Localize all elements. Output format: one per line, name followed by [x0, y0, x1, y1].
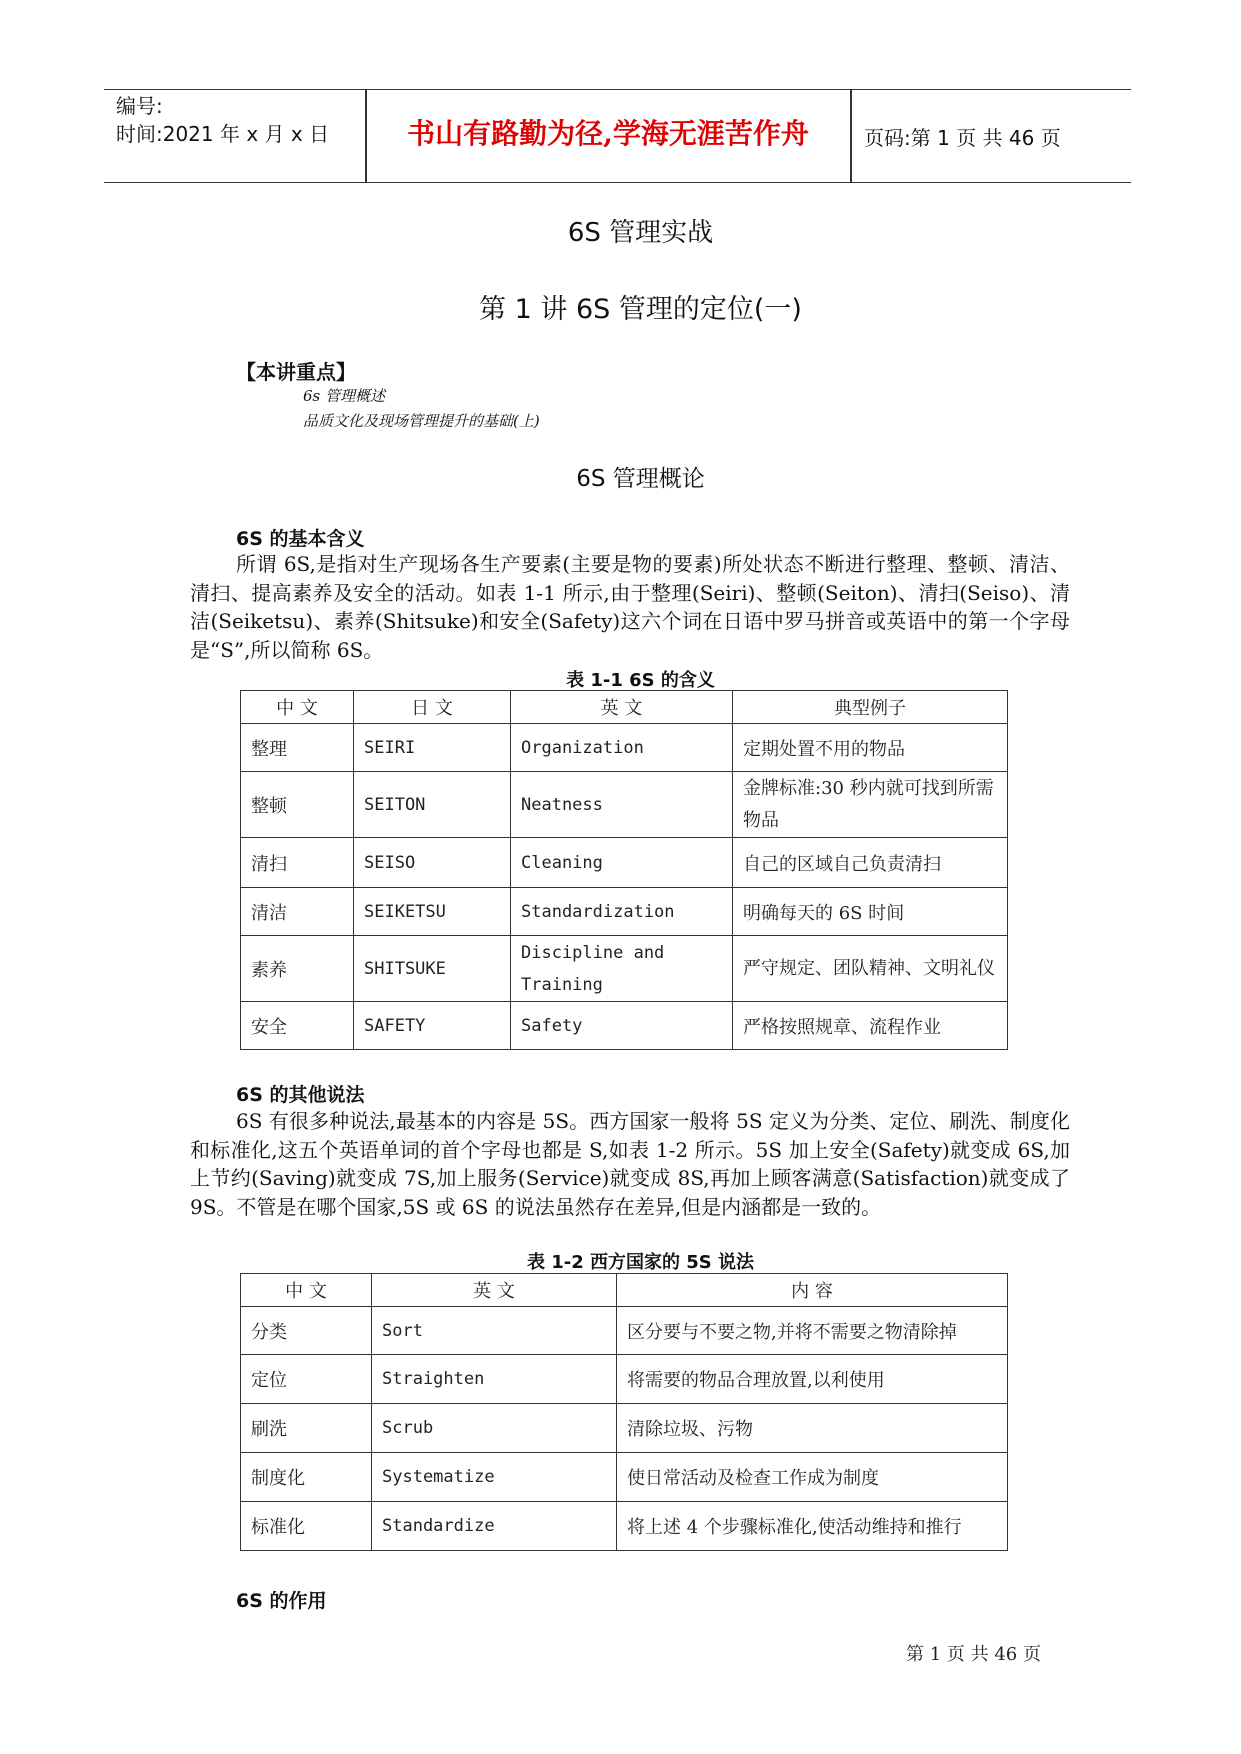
table-header-row — [241, 1274, 1008, 1307]
table-cell: Organization — [511, 724, 733, 772]
header-page-info: 页码:第 1 页 共 46 页 — [864, 126, 1061, 150]
table-cell: 清洁 — [241, 888, 354, 936]
table-cell: Standardization — [511, 888, 733, 936]
table-cell: Systematize — [372, 1453, 617, 1502]
table-row — [241, 936, 1008, 1002]
table-row — [241, 724, 1008, 772]
section-title: 6S 管理概论 — [576, 466, 705, 492]
table-row — [241, 1355, 1008, 1404]
table-cell: SHITSUKE — [354, 936, 511, 1002]
table-cell: 清除垃圾、污物 — [617, 1404, 1008, 1453]
table-row — [241, 1404, 1008, 1453]
table-row — [241, 1453, 1008, 1502]
column-header: 中 文 — [241, 1274, 372, 1307]
document-header — [104, 89, 1131, 183]
table-caption: 表 1-1 6S 的含义 — [566, 670, 715, 691]
lecture-title: 第 1 讲 6S 管理的定位(一) — [479, 294, 802, 325]
table-cell: 清扫 — [241, 838, 354, 888]
table-cell: 刷洗 — [241, 1404, 372, 1453]
time-label: 时间:2021 年 x 月 x 日 — [116, 122, 330, 146]
table-cell: Discipline and Training — [511, 936, 733, 1002]
table-cell: 严守规定、团队精神、文明礼仪 — [733, 936, 1008, 1002]
table-row — [241, 1307, 1008, 1355]
table-row — [241, 772, 1008, 838]
table-cell: SAFETY — [354, 1002, 511, 1050]
table-cell: 将需要的物品合理放置,以利使用 — [617, 1355, 1008, 1404]
section-heading: 6S 的作用 — [236, 1590, 327, 1612]
table-caption: 表 1-2 西方国家的 5S 说法 — [526, 1252, 755, 1273]
document-title: 6S 管理实战 — [567, 218, 714, 248]
column-header: 英 文 — [511, 691, 733, 724]
number-label: 编号: — [116, 94, 163, 118]
table-western-5s — [240, 1273, 1008, 1551]
table-cell: SEISO — [354, 838, 511, 888]
table-cell: 定位 — [241, 1355, 372, 1404]
header-divider — [850, 90, 852, 182]
table-header-row — [241, 691, 1008, 724]
column-header: 日 文 — [354, 691, 511, 724]
column-header: 内 容 — [617, 1274, 1008, 1307]
table-cell: 使日常活动及检查工作成为制度 — [617, 1453, 1008, 1502]
table-6s-meaning — [240, 690, 1008, 1050]
section-heading: 6S 的其他说法 — [236, 1084, 365, 1106]
table-cell: SEITON — [354, 772, 511, 838]
section-paragraph: 所谓 6S,是指对生产现场各生产要素(主要是物的要素)所处状态不断进行整理、整顿、清洁、清扫、提高素养及安全的活动。如表 1-1 所示,由于整理(Seiri)、整顿(Seiton)、清扫(Seiso)、清洁(Seiketsu)、素养(Shitsuke)和安全(Safety)这六个词在日语中罗马拼音或英语中的第一个字母是“S”,所以简称 6S。 — [190, 552, 1070, 662]
table-row — [241, 888, 1008, 936]
column-header: 英 文 — [372, 1274, 617, 1307]
table-cell: Straighten — [372, 1355, 617, 1404]
section-paragraph: 6S 有很多种说法,最基本的内容是 5S。西方国家一般将 5S 定义为分类、定位、刷洗、制度化和标准化,这五个英语单词的首个字母也都是 S,如表 1-2 所示。5S 加上安全(Safety)就变成 6S,加上节约(Saving)就变成 7S,加上服务(Service)就变成 8S,再加上顾客满意(Satisfaction)就变成了 9S。不管是在哪个国家,5S 或 6S 的说法虽然存在差异,但是内涵都是一致的。 — [190, 1109, 1070, 1219]
table-cell: 整理 — [241, 724, 354, 772]
table-cell: 明确每天的 6S 时间 — [733, 888, 1008, 936]
table-cell: Safety — [511, 1002, 733, 1050]
header-meta — [116, 92, 329, 148]
table-cell: SEIRI — [354, 724, 511, 772]
table-cell: 区分要与不要之物,并将不需要之物清除掉 — [617, 1307, 1008, 1355]
table-cell: 严格按照规章、流程作业 — [733, 1002, 1008, 1050]
table-cell: 安全 — [241, 1002, 354, 1050]
key-point-item: 6s 管理概述 — [303, 387, 386, 405]
header-motto: 书山有路勤为径,学海无涯苦作舟 — [407, 117, 809, 150]
key-point-item: 品质文化及现场管理提升的基础(上) — [303, 412, 540, 430]
section-heading: 6S 的基本含义 — [236, 528, 365, 550]
table-cell: 制度化 — [241, 1453, 372, 1502]
table-cell: 标准化 — [241, 1502, 372, 1551]
table-cell: Standardize — [372, 1502, 617, 1551]
table-cell: 将上述 4 个步骤标准化,使活动维持和推行 — [617, 1502, 1008, 1551]
table-cell: 整顿 — [241, 772, 354, 838]
table-cell: 分类 — [241, 1307, 372, 1355]
table-row — [241, 1002, 1008, 1050]
table-cell: Cleaning — [511, 838, 733, 888]
table-cell: Sort — [372, 1307, 617, 1355]
page-footer: 第 1 页 共 46 页 — [906, 1644, 1041, 1665]
table-cell: 定期处置不用的物品 — [733, 724, 1008, 772]
column-header: 典型例子 — [733, 691, 1008, 724]
table-cell: Neatness — [511, 772, 733, 838]
table-row — [241, 838, 1008, 888]
table-row — [241, 1502, 1008, 1551]
table-cell: 金牌标准:30 秒内就可找到所需物品 — [733, 772, 1008, 838]
table-cell: SEIKETSU — [354, 888, 511, 936]
table-cell: Scrub — [372, 1404, 617, 1453]
table-cell: 素养 — [241, 936, 354, 1002]
key-points-heading: 【本讲重点】 — [236, 360, 356, 384]
column-header: 中 文 — [241, 691, 354, 724]
table-cell: 自己的区域自己负责清扫 — [733, 838, 1008, 888]
